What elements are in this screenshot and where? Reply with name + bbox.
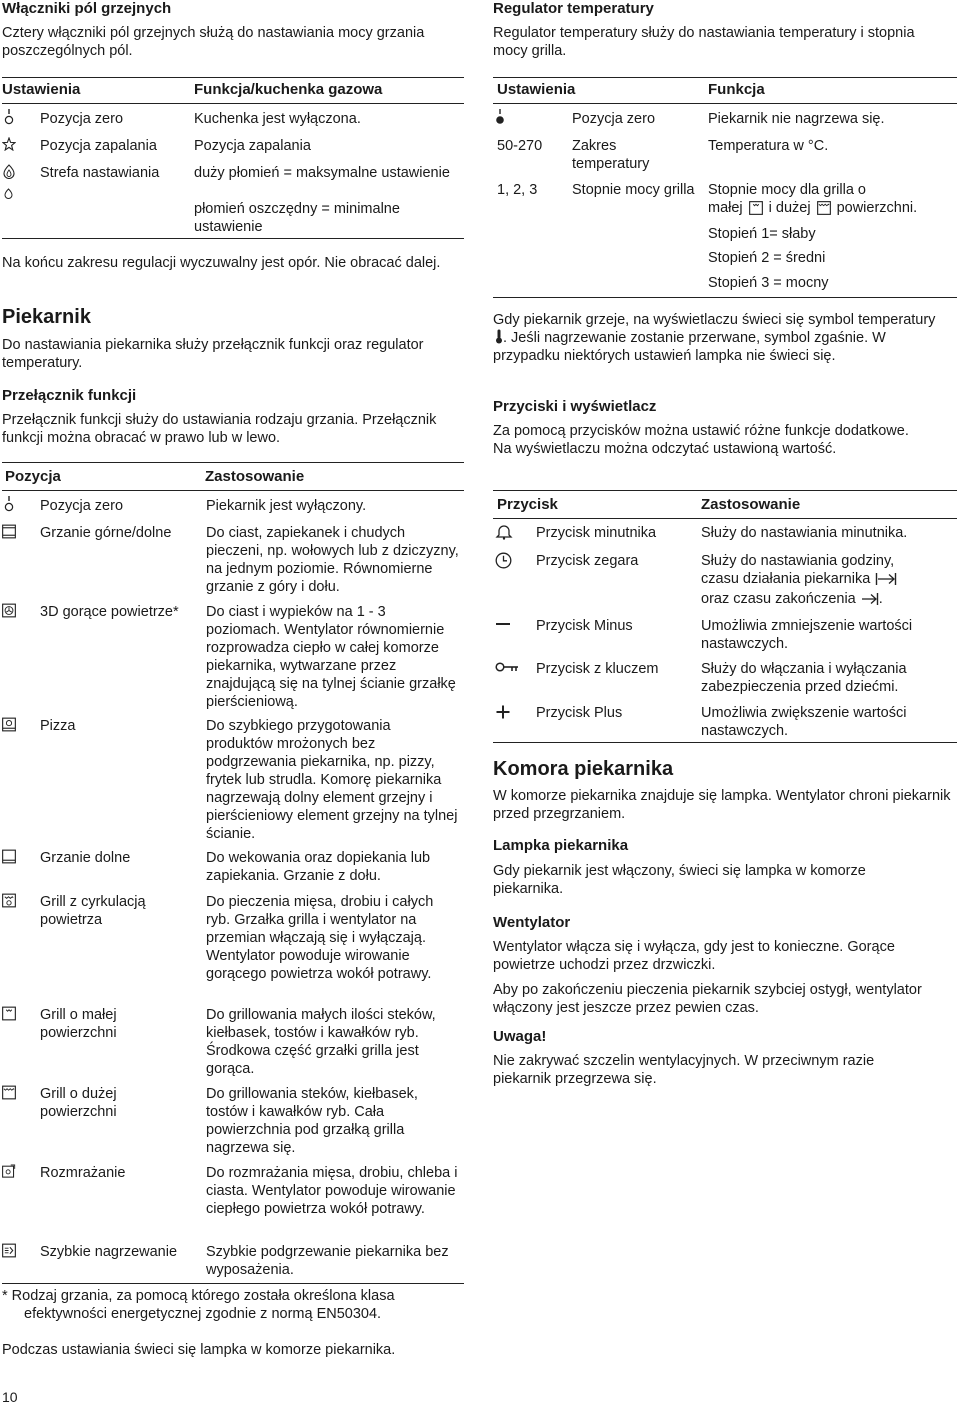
temp-title: Regulator temperatury: [493, 0, 654, 17]
grill-levels-text-b: [708, 199, 917, 217]
hob-row-function: duży płomień = maksymalne ustawienie: [194, 165, 450, 181]
function-switch-title: Przełącznik funkcji: [2, 387, 137, 404]
plus-icon: [495, 704, 511, 720]
grill-fan-icon: [2, 893, 16, 907]
grill-large-icon: [2, 1085, 16, 1099]
buttons-row-use: Umożliwia zwiększenie wartości nastawczych.: [701, 705, 907, 739]
oven-row-use: Do rozmrażania mięsa, drobiu, chleba i ciasta. Wentylator powoduje wirowanie ciepłego powietrza wokół potrawy.: [206, 1165, 458, 1217]
defrost-icon: [2, 1164, 16, 1178]
oven-header-rule: [2, 490, 464, 491]
zero-position-icon: [2, 110, 16, 124]
grill-large-icon: [817, 201, 831, 215]
small-flame-icon: [3, 187, 13, 199]
temp-header-rule: [493, 103, 957, 104]
temp-row-function: Temperatura w °C.: [708, 138, 829, 154]
buttons-row-use: Służy do włączania i wyłączania zabezpieczenia przed dziećmi.: [701, 661, 907, 695]
temp-table-bottom-rule: [493, 297, 957, 298]
buttons-table-top-rule: [493, 490, 957, 491]
chamber-title: Komora piekarnika: [493, 758, 674, 780]
oven-row-position: Grzanie górne/dolne: [40, 525, 172, 541]
temp-text: Regulator temperatury służy do nastawiania temperatury i stopnia mocy grilla.: [493, 25, 915, 59]
chamber-text: W komorze piekarnika znajduje się lampka. Wentylator chroni piekarnik przed przegrzaniem.: [493, 788, 951, 822]
temp-range-value: 50-270: [497, 138, 543, 154]
lamp-note: Podczas ustawiania świeci się lampka w komorze piekarnika.: [2, 1342, 396, 1358]
hob-row-function: Pozycja zapalania: [194, 138, 311, 154]
clock-icon: [495, 552, 512, 569]
oven-row-position: Grill o dużej powierzchni: [40, 1086, 117, 1120]
switches-title: Włączniki pól grzejnych: [2, 0, 172, 17]
clock-use-b: [701, 570, 897, 588]
fan-text-2: Aby po zakończeniu pieczenia piekarnik szybciej ostygł, wentylator włączony jest jeszcze przez pewien czas.: [493, 982, 922, 1016]
rapid-heat-icon: [2, 1243, 16, 1257]
bottom-heat-icon: [2, 849, 16, 863]
grill-levels-text-a: Stopnie mocy dla grilla o: [708, 182, 866, 198]
duration-label: czasu działania piekarnika: [701, 571, 871, 587]
oven-row-position: Szybkie nagrzewanie: [40, 1244, 178, 1260]
ignition-icon: [2, 137, 16, 151]
buttons-table-bottom-rule: [493, 742, 957, 743]
grill-small-icon: [749, 201, 763, 215]
flame-icon: [2, 164, 16, 178]
oven-row-use: Do ciast i wypieków na 1 - 3 poziomach. Wentylator równomiernie rozprowadza ciepło w całej komorze piekarnika, wytwarzane przez znajdującą się na tylnej ścianie grzałkę pierścieniową.: [206, 604, 456, 710]
hob-row-function: Kuchenka jest wyłączona.: [194, 111, 361, 127]
warning-title: Uwaga!: [493, 1028, 547, 1045]
oven-row-position: Rozmrażanie: [40, 1165, 126, 1181]
oven-table-top-rule: [2, 462, 464, 463]
grill-level-2: Stopień 2 = średni: [708, 250, 826, 266]
function-switch-text: Przełącznik funkcji służy do ustawiania rodzaju grzania. Przełącznik funkcji można obracać w prawo lub w lewo.: [2, 412, 437, 446]
buttons-header-button: Przycisk: [497, 496, 558, 513]
top-bottom-heat-icon: [2, 524, 16, 538]
temp-note-c: . Jeśli nagrzewanie zostanie przerwane, symbol zgaśnie. W przypadku niektórych ustawień lampka nie świeci się.: [493, 330, 886, 364]
buttons-row-button: Przycisk Minus: [536, 618, 633, 634]
oven-row-use: Szybkie podgrzewanie piekarnika bez wyposażenia.: [206, 1244, 449, 1278]
oven-title: Piekarnik: [2, 306, 91, 328]
zero-position-icon: [2, 497, 16, 511]
oven-row-use: Do ciast, zapiekanek i chudych pieczeni, np. wołowych lub z dziczyzny, na jednym poziomie. Równomierne grzanie z góry i dołu.: [206, 525, 459, 595]
duration-icon: [875, 572, 897, 586]
hob-table-bottom-rule: [2, 238, 464, 239]
oven-header-use: Zastosowanie: [205, 468, 305, 485]
grill-level-3: Stopień 3 = mocny: [708, 275, 829, 291]
key-icon: [495, 660, 519, 674]
lamp-text: Gdy piekarnik jest włączony, świeci się lampka w komorze piekarnika.: [493, 863, 866, 897]
grill-small-label: małej: [708, 200, 743, 216]
oven-row-use: Piekarnik jest wyłączony.: [206, 498, 367, 514]
buttons-row-button: Przycisk z kluczem: [536, 661, 659, 677]
hob-header-rule: [2, 103, 464, 104]
buttons-header-use: Zastosowanie: [701, 496, 801, 513]
oven-row-use: Do wekowania oraz dopiekania lub zapiekania. Grzanie z dołu.: [206, 850, 431, 884]
grill-levels-value: 1, 2, 3: [497, 182, 538, 198]
buttons-row-button: Przycisk minutnika: [536, 525, 657, 541]
hob-row-setting: Strefa nastawiania: [40, 165, 160, 181]
buttons-text: Za pomocą przycisków można ustawić różne funkcje dodatkowe. Na wyświetlaczu można odczytać ustawioną wartość.: [493, 423, 909, 457]
hob-table-top-rule: [2, 77, 464, 78]
buttons-row-button: Przycisk Plus: [536, 705, 623, 721]
grill-surface-label: powierzchni.: [836, 200, 918, 216]
warning-text: Nie zakrywać szczelin wentylacyjnych. W przeciwnym razie piekarnik przegrzewa się.: [493, 1053, 875, 1087]
fan-text-1: Wentylator włącza się i wyłącza, gdy jest to konieczne. Gorące powietrze uchodzi przez drzwiczki.: [493, 939, 895, 973]
grill-large-label: i dużej: [768, 200, 811, 216]
oven-row-use: Do pieczenia mięsa, drobiu i całych ryb. Grzałka grilla i wentylator na przemian włączają się i wyłączają. Wentylator powoduje wirowanie gorącego powietrza wokół potrawy.: [206, 894, 434, 982]
hob-row-setting: Pozycja zapalania: [40, 138, 157, 154]
zero-dot-icon: [493, 110, 507, 124]
oven-row-position: Grill o małej powierzchni: [40, 1007, 117, 1041]
oven-text: Do nastawiania piekarnika służy przełącznik funkcji oraz regulator temperatury.: [2, 337, 424, 371]
thermometer-icon: [495, 329, 503, 344]
temp-table-top-rule: [493, 77, 957, 78]
oven-header-position: Pozycja: [5, 468, 61, 485]
oven-row-use: Do grillowania małych ilości steków, kiełbasek, tostów i kawałków ryb. Środkowa część grzałki grilla jest gorąca.: [206, 1007, 436, 1077]
temp-note-a: Gdy piekarnik grzeje, na wyświetlaczu świeci się symbol: [493, 312, 855, 328]
pizza-icon: [2, 717, 16, 731]
buttons-row-use: Służy do nastawiania minutnika.: [701, 525, 908, 541]
oven-row-position: Pizza: [40, 718, 76, 734]
oven-row-use: Do grillowania steków, kiełbasek, tostów i kawałków ryb. Cała powierzchnia pod grzałką grilla nagrzewa się.: [206, 1086, 418, 1156]
temp-symbol-note: [493, 311, 943, 365]
grill-level-1: Stopień 1= słaby: [708, 226, 816, 242]
end-time-label: oraz czasu zakończenia: [701, 591, 856, 607]
hob-row-function-min: płomień oszczędny = minimalne ustawienie: [194, 201, 400, 235]
temp-note-b: temperatury: [858, 312, 936, 328]
buttons-row-use: Umożliwia zmniejszenie wartości nastawczych.: [701, 618, 913, 652]
fan-title: Wentylator: [493, 914, 571, 931]
temp-header-settings: Ustawienia: [497, 81, 576, 98]
oven-row-position: 3D gorące powietrze*: [40, 604, 179, 620]
hob-row-setting: Pozycja zero: [40, 111, 124, 127]
oven-row-position: Grill z cyrkulacją powietrza: [40, 894, 146, 928]
temp-row-setting: Zakres temperatury: [572, 138, 650, 172]
footnote: * Rodzaj grzania, za pomocą którego została określona klasa efektywności energetycznej zgodnie z normą EN50304.: [2, 1288, 395, 1322]
temp-row-function: Piekarnik nie nagrzewa się.: [708, 111, 885, 127]
end-time-dot: .: [878, 591, 883, 607]
clock-use-a: Służy do nastawiania godziny,: [701, 553, 895, 569]
hob-header-settings: Ustawienia: [2, 81, 81, 98]
end-time-icon: [861, 592, 879, 606]
temp-row-setting: Pozycja zero: [572, 111, 656, 127]
buttons-row-button: Przycisk zegara: [536, 553, 639, 569]
hob-note: Na końcu zakresu regulacji wyczuwalny jest opór. Nie obracać dalej.: [2, 255, 441, 271]
page-number: 10: [2, 1389, 18, 1405]
lamp-title: Lampka piekarnika: [493, 837, 629, 854]
clock-use-c: [701, 590, 883, 608]
oven-row-use: Do szybkiego przygotowania produktów mrożonych bez podgrzewania piekarnika, np. pizzy, frytek lub strudla. Komorę piekarnika nagrzewają dolny element grzejny i pierścieniowy element grzejny na tylnej ścianie.: [206, 718, 458, 842]
temp-header-function: Funkcja: [708, 81, 765, 98]
oven-table-bottom-rule: [2, 1283, 464, 1284]
oven-row-position: Grzanie dolne: [40, 850, 131, 866]
switches-text: Cztery włączniki pól grzejnych służą do nastawiania mocy grzania poszczególnych pól.: [2, 25, 425, 59]
hob-header-function: Funkcja/kuchenka gazowa: [194, 81, 383, 98]
hot-air-3d-icon: [2, 603, 16, 617]
minus-icon: [495, 617, 511, 631]
grill-small-icon: [2, 1006, 16, 1020]
bell-icon: [495, 524, 513, 540]
buttons-title: Przyciski i wyświetlacz: [493, 398, 657, 415]
temp-row-setting: Stopnie mocy grilla: [572, 182, 695, 198]
oven-row-position: Pozycja zero: [40, 498, 124, 514]
buttons-header-rule: [493, 518, 957, 519]
